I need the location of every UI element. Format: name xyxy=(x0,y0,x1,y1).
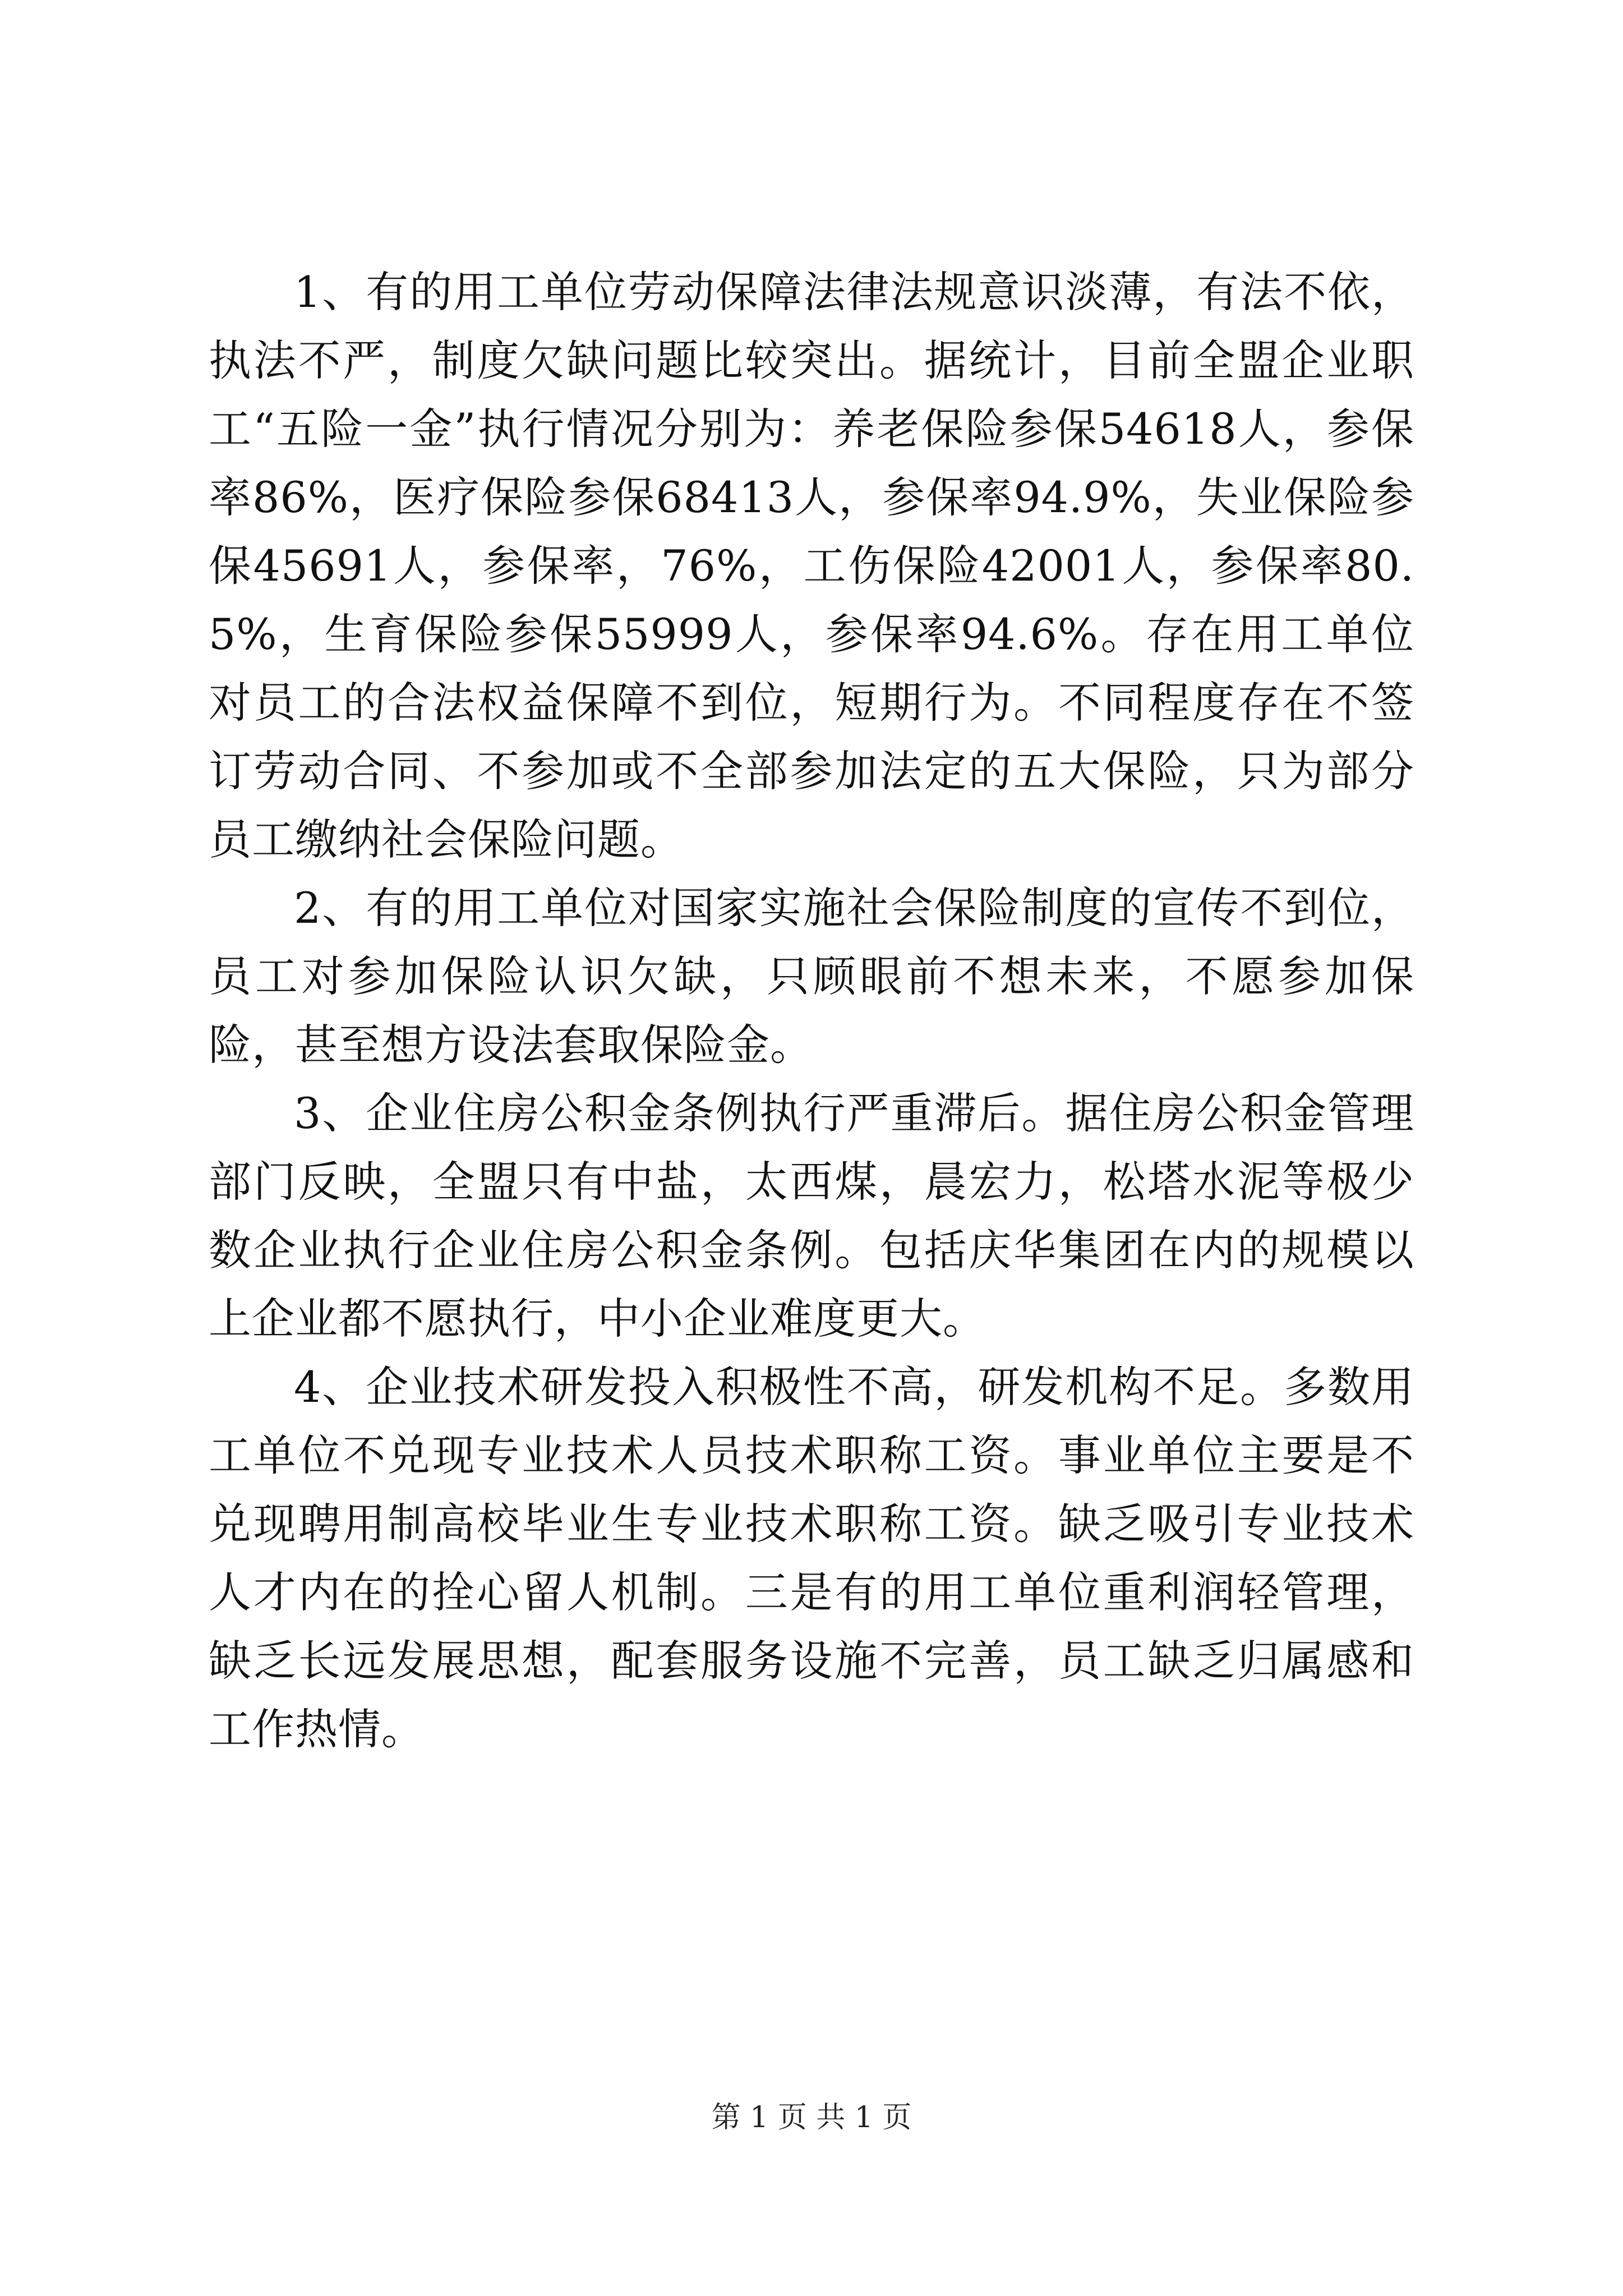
document-body xyxy=(209,258,1414,1764)
paragraph-4: 4、企业技术研发投入积极性不高，研发机构不足。多数用工单位不兑现专业技术人员技术职称工资。事业单位主要是不兑现聘用制高校毕业生专业技术职称工资。缺乏吸引专业技术人才内在的拴心留人机制。三是有的用工单位重利润轻管理，缺乏长远发展思想，配套服务设施不完善，员工缺乏归属感和工作热情。 xyxy=(209,1362,1414,1754)
page-footer: 第 1 页 共 1 页 xyxy=(711,2101,912,2134)
paragraph-2: 2、有的用工单位对国家实施社会保险制度的宣传不到位，员工对参加保险认识欠缺，只顾眼前不想未来，不愿参加保险，甚至想方设法套取保险金。 xyxy=(209,883,1414,1070)
paragraph-3: 3、企业住房公积金条例执行严重滞后。据住房公积金管理部门反映，全盟只有中盐，太西煤，晨宏力，松塔水泥等极少数企业执行企业住房公积金条例。包括庆华集团在内的规模以上企业都不愿执行，中小企业难度更大。 xyxy=(209,1088,1414,1343)
paragraph-1: 1、有的用工单位劳动保障法律法规意识淡薄，有法不依，执法不严，制度欠缺问题比较突出。据统计，目前全盟企业职工“五险一金”执行情况分别为：养老保险参保54618人，参保率86%，医疗保险参保68413人，参保率94.9%，失业保险参保45691人，参保率，76%，工伤保险42001人，参保率80.5%，生育保险参保55999人，参保率94.6%。存在用工单位对员工的合法权益保障不到位，短期行为。不同程度存在不签订劳动合同、不参加或不全部参加法定的五大保险，只为部分员工缴纳社会保险问题。 xyxy=(209,267,1414,864)
